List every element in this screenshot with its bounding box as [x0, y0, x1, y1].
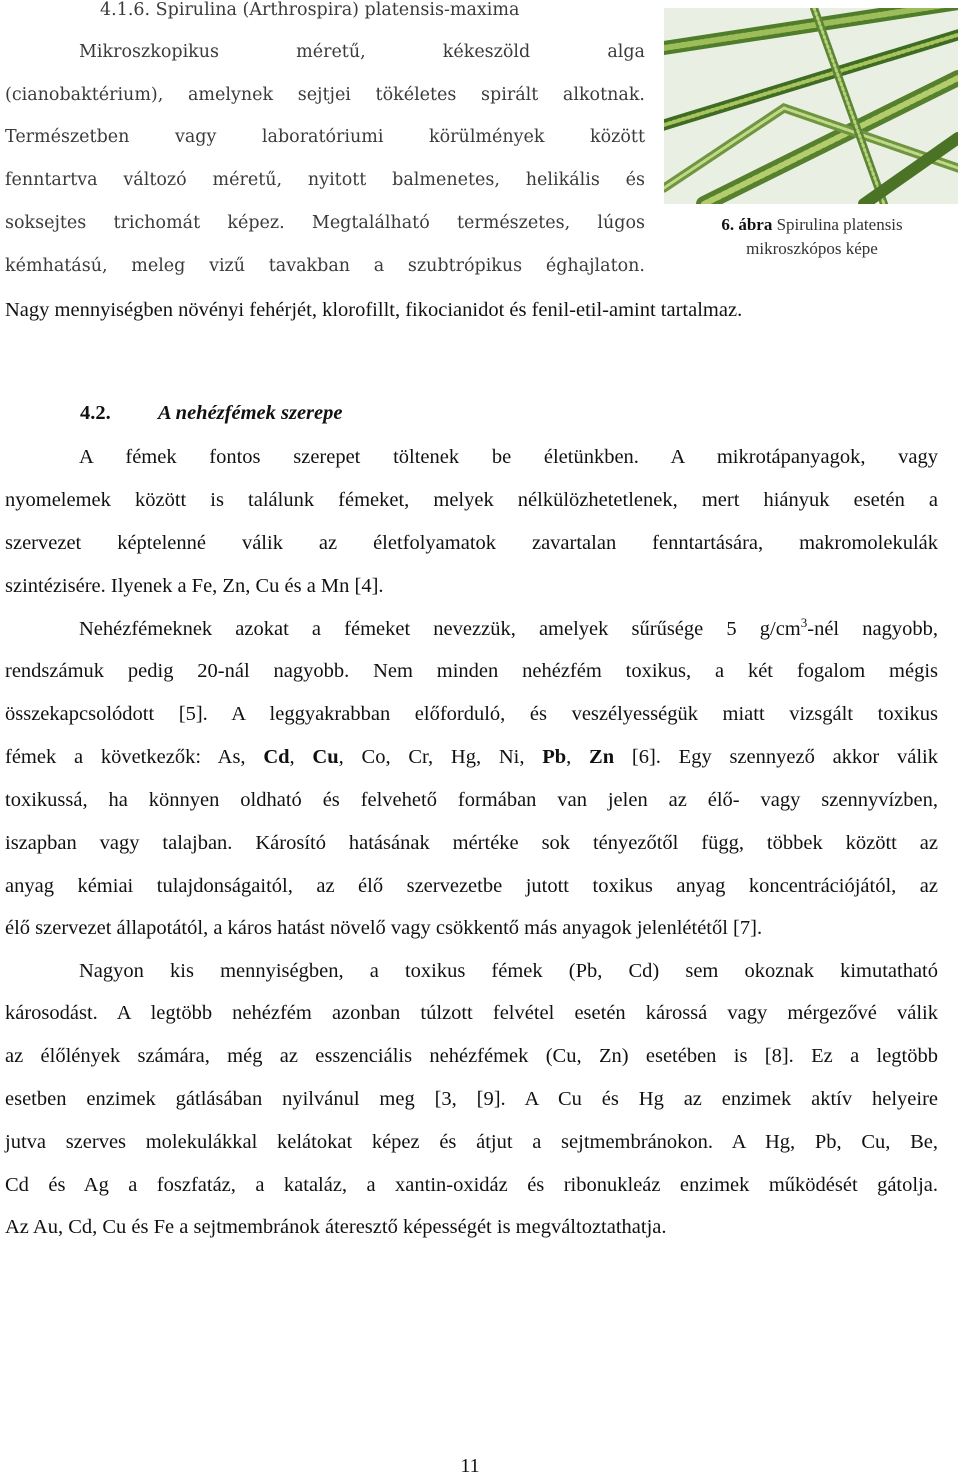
text-span: Nehézfémeknek azokat a fémeket nevezzük, amelyek sűrűsége 5 g/cm — [79, 618, 801, 640]
text-line: toxikussá, ha könnyen oldható és felvehető formában van jelen az élő- vagy szennyvízben, — [5, 789, 938, 811]
text-line: anyag kémiai tulajdonságaitól, az élő szervezetbe jutott toxikus anyag koncentrációjától, az — [5, 875, 938, 897]
metal-cd: Cd — [263, 746, 290, 768]
text-span: , Co, Cr, Hg, Ni, — [338, 746, 543, 768]
text-line: (cianobaktérium), amelynek sejtjei tökéletes spirált alkotnak. — [5, 85, 645, 105]
figure-caption-line2: mikroszkópos képe — [746, 239, 878, 258]
text-line: iszapban vagy talajban. Károsító hatásának mértéke sok tényezőtől függ, többek között az — [5, 832, 938, 854]
text-span: , — [289, 746, 313, 768]
text-line: Cd és Ag a foszfatáz, a kataláz, a xantin-oxidáz és ribonukleáz enzimek működését gátolja. — [5, 1174, 938, 1196]
text-line: Az Au, Cd, Cu és Fe a sejtmembránok áteresztő képességét is megváltoztathatja. — [5, 1216, 667, 1238]
text-line: szervezet képtelenné válik az életfolyamatok zavartalan fenntartására, makromolekulák — [5, 532, 938, 554]
text-line: Mikroszkopikus méretű, kékeszöld alga — [79, 42, 645, 62]
text-line: rendszámuk pedig 20-nál nagyobb. Nem minden nehézfém toxikus, a két fogalom mégis — [5, 660, 938, 682]
superscript: 3 — [800, 615, 808, 631]
text-line: Természetben vagy laboratóriumi körülmények között — [5, 127, 645, 147]
text-span: -nél nagyobb, — [807, 618, 938, 640]
metal-pb: Pb — [542, 746, 567, 768]
figure-caption — [664, 214, 960, 236]
text-line: Nagyon kis mennyiségben, a toxikus fémek (Pb, Cd) sem okoznak kimutatható — [79, 960, 938, 982]
text-line — [5, 745, 938, 769]
metal-zn: Zn — [589, 746, 615, 768]
text-line: szintézisére. Ilyenek a Fe, Zn, Cu és a Mn [4]. — [5, 575, 384, 597]
text-line: jutva szerves molekulákkal kelátokat képez és átjut a sejtmembránokon. A Hg, Pb, Cu, Be, — [5, 1131, 938, 1153]
spirulina-microscope-image — [664, 8, 958, 204]
text-line: fenntartva változó méretű, nyitott balmenetes, helikális és — [5, 170, 645, 190]
page-number: 11 — [460, 1455, 480, 1477]
text-span: , — [566, 746, 590, 768]
text-line: élő szervezet állapotától, a káros hatást növelő vagy csökkentő más anyagok jelenlététől [7]. — [5, 917, 763, 939]
text-line: az élőlények számára, még az esszenciális nehézfémek (Cu, Zn) esetében is [8]. Ez a legtöbb — [5, 1045, 938, 1067]
text-line: esetben enzimek gátlásában nyilvánul meg [3, [9]. A Cu és Hg az enzimek aktív helyeire — [5, 1088, 938, 1110]
text-line: Nagy mennyiségben növényi fehérjét, klorofillt, fikocianidot és fenil-etil-amint tartalmaz. — [5, 299, 743, 321]
text-line: A fémek fontos szerepet töltenek be életünkben. A mikrotápanyagok, vagy — [79, 446, 938, 468]
text-line: soksejtes trichomát képez. Megtalálható természetes, lúgos — [5, 213, 645, 233]
metal-cu: Cu — [312, 746, 339, 768]
section-title: 4.1.6. Spirulina (Arthrospira) platensis-maxima — [100, 0, 520, 20]
section-heading: A nehézfémek szerepe — [158, 402, 343, 424]
figure-label: 6. ábra — [721, 215, 773, 234]
figure-caption-text: Spirulina platensis — [776, 215, 903, 234]
text-line — [79, 617, 938, 641]
text-span: fémek a következők: As, — [5, 746, 264, 768]
text-span: [6]. Egy szennyező akkor válik — [614, 746, 938, 768]
section-number: 4.2. — [80, 402, 111, 424]
text-line: kémhatású, meleg vizű tavakban a szubtrópikus éghajlaton. — [5, 256, 645, 276]
text-line: nyomelemek között is találunk fémeket, melyek nélkülözhetetlenek, mert hiányuk esetén a — [5, 489, 938, 511]
text-line: összekapcsolódott [5]. A leggyakrabban előforduló, és veszélyességük miatt vizsgált toxikus — [5, 703, 938, 725]
text-line: károsodást. A legtöbb nehézfém azonban túlzott felvétel esetén károssá vagy mérgezővé válik — [5, 1002, 938, 1024]
